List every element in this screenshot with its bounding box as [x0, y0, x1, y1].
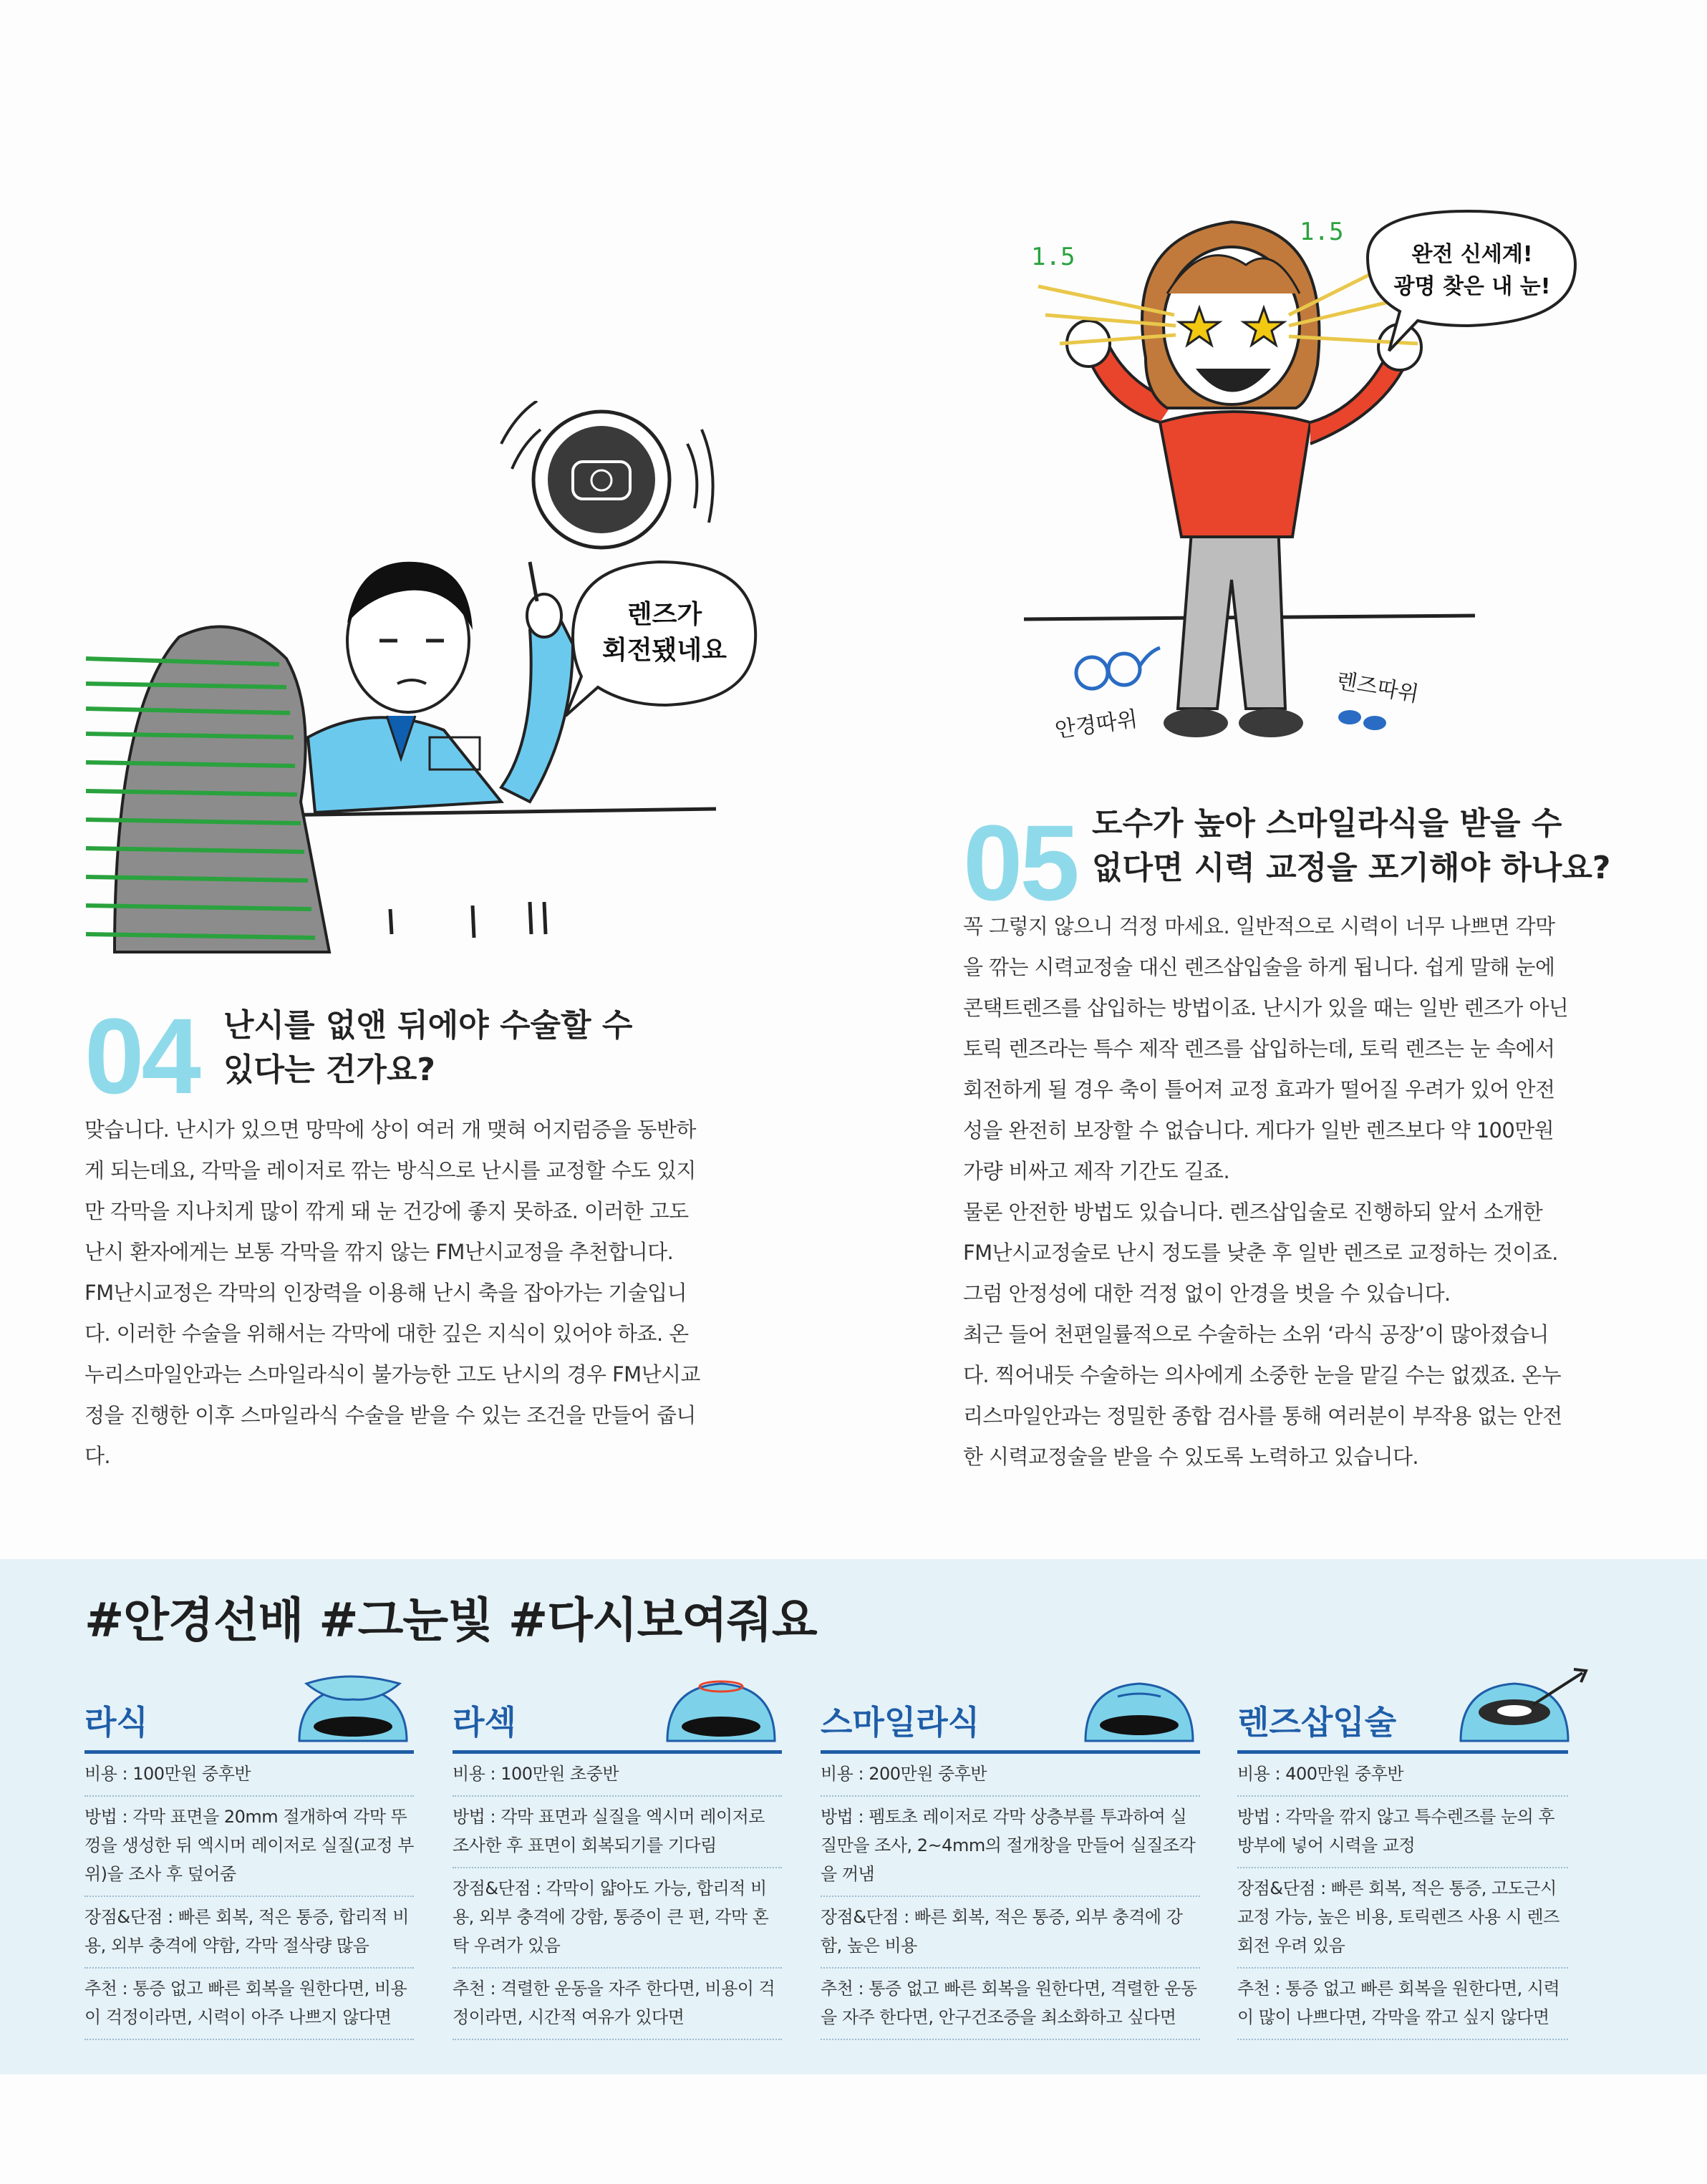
table-row: 방법 : 각막 표면과 실질을 엑시머 레이저로 조사한 후 표면이 회복되기를 기다림: [453, 1797, 782, 1868]
hashtag-heading: #안경선배 #그눈빛 #다시보여줘요: [84, 1593, 817, 1648]
doctor-illustration: [72, 401, 773, 959]
table-row: 추천 : 격렬한 운동을 자주 한다면, 비용이 걱정이라면, 시간적 여유가 있다면: [453, 1969, 782, 2040]
q04-body: [84, 1110, 700, 1477]
lens-insert-icon: [1446, 1662, 1590, 1751]
table-row: 추천 : 통증 없고 빠른 회복을 원한다면, 격렬한 운동을 자주 한다면, 안구건조증을 최소화하고 싶다면: [821, 1969, 1200, 2040]
q04-bubble-line1: 렌즈가: [627, 600, 702, 629]
column-title: 라섹: [453, 1703, 516, 1742]
q04-title: [223, 1004, 632, 1092]
summary-column-lasek: [453, 1668, 782, 2040]
table-row: 추천 : 통증 없고 빠른 회복을 원한다면, 비용이 걱정이라면, 시력이 아주 나쁘지 않다면: [84, 1969, 414, 2040]
q04-paragraph: 맞습니다. 난시가 있으면 망막에 상이 여러 개 맺혀 어지럼증을 동반하게 되는데요, 각막을 레이저로 깎는 방식으로 난시를 교정할 수도 있지만 각막을 지나치게 많이 깎게 돼 눈 건강에 좋지 못하죠. 이러한 고도 난시 환자에게는 보통 각막을 깎지 않는 FM난시교정을 추천합니다. FM난시교정은 각막의 인장력을 이용해 난시 축을 잡아가는 기술입니다. 이러한 수술을 위해서는 각막에 대한 깊은 지식이 있어야 하죠. 온누리스마일안과는 스마일라식이 불가능한 고도 난시의 경우 FM난시교정을 진행한 이후 스마일라식 수술을 받을 수 있는 조건을 만들어 줍니다.: [84, 1117, 700, 1468]
table-row: 장점&단점 : 빠른 회복, 적은 통증, 고도근시 교정 가능, 높은 비용, 토릭렌즈 사용 시 렌즈 회전 우려 있음: [1237, 1868, 1568, 1969]
q05-paragraph: 물론 안전한 방법도 있습니다. 렌즈삽입술로 진행하되 앞서 소개한 FM난시교정술로 난시 정도를 낮춘 후 일반 렌즈로 교정하는 것이죠. 그럼 안정성에 대한 걱정 없이 안경을 벗을 수 있습니다.: [963, 1200, 1558, 1306]
eye-incision-icon: [1078, 1669, 1200, 1751]
table-row: 비용 : 100만원 초중반: [453, 1754, 782, 1797]
column-title: 라식: [84, 1703, 148, 1742]
table-row: 방법 : 각막을 깎지 않고 특수렌즈를 눈의 후방부에 넣어 시력을 교정: [1237, 1797, 1568, 1868]
vision-right-label: 1.5: [1300, 218, 1344, 246]
q05-bubble-line1: 완전 신세계!: [1411, 242, 1533, 267]
q04-number: 04: [84, 996, 198, 1116]
q05-bubble-line2: 광명 찾은 내 눈!: [1393, 274, 1551, 299]
table-row: 비용 : 200만원 중후반: [821, 1754, 1200, 1797]
q05-paragraph: 최근 들어 천편일률적으로 수술하는 소위 ‘라식 공장’이 많아졌습니다. 찍어내듯 수술하는 의사에게 소중한 눈을 맡길 수는 없겠죠. 온누리스마일안과는 정밀한 종합 검사를 통해 여러분이 부작용 없는 안전한 시력교정술을 받을 수 있도록 노력하고 있습니다.: [963, 1322, 1562, 1469]
q04-bubble-line2: 회전됐네요: [602, 636, 727, 665]
q05-number: 05: [963, 802, 1077, 923]
summary-column-icl: [1237, 1668, 1568, 2040]
q05-paragraph: 꼭 그렇지 않으니 걱정 마세요. 일반적으로 시력이 너무 나쁘면 각막을 깎는 시력교정술 대신 렌즈삽입술을 하게 됩니다. 쉽게 말해 눈에 콘택트렌즈를 삽입하는 방법이죠. 난시가 있을 때는 일반 렌즈가 아닌 토릭 렌즈라는 특수 제작 렌즈를 삽입하는데, 토릭 렌즈는 눈 속에서 회전하게 될 경우 축이 틀어져 교정 효과가 떨어질 우려가 있어 안전성을 완전히 보장할 수 없습니다. 게다가 일반 렌즈보다 약 100만원 가량 비싸고 제작 기간도 길죠.: [963, 914, 1569, 1183]
table-row: 장점&단점 : 빠른 회복, 적은 통증, 합리적 비용, 외부 충격에 약함, 각막 절삭량 많음: [84, 1897, 414, 1969]
table-row: 방법 : 펨토초 레이저로 각막 상층부를 투과하여 실질만을 조사, 2~4mm의 절개창을 만들어 실질조각을 꺼냄: [821, 1797, 1200, 1897]
summary-column-smile: [821, 1668, 1200, 2040]
woman-illustration: [1017, 208, 1590, 766]
column-title: 렌즈삽입술: [1237, 1703, 1397, 1742]
q05-title-line1: 도수가 높아 스마일라식을 받을 수: [1092, 805, 1562, 842]
vision-left-label: 1.5: [1031, 243, 1075, 271]
column-title: 스마일라식: [821, 1703, 980, 1742]
table-row: 방법 : 각막 표면을 20mm 절개하여 각막 뚜껑을 생성한 뒤 엑시머 레이저로 실질(교정 부위)을 조사 후 덮어줌: [84, 1797, 414, 1897]
note-glasses: 안경따위: [1053, 707, 1139, 743]
q04-title-line2: 있다는 건가요?: [223, 1052, 435, 1088]
table-row: 추천 : 통증 없고 빠른 회복을 원한다면, 시력이 많이 나쁘다면, 각막을 깎고 싶지 않다면: [1237, 1969, 1568, 2040]
q05-title: [1092, 802, 1610, 890]
q05-body: [963, 906, 1572, 1477]
eye-surface-icon: [660, 1669, 782, 1751]
table-row: 장점&단점 : 각막이 얇아도 가능, 합리적 비용, 외부 충격에 강함, 통증이 큰 편, 각막 혼탁 우려가 있음: [453, 1868, 782, 1969]
note-lens: 렌즈따위: [1334, 668, 1421, 708]
table-row: 비용 : 400만원 중후반: [1237, 1754, 1568, 1797]
q05-title-line2: 없다면 시력 교정을 포기해야 하나요?: [1092, 850, 1611, 886]
table-row: 장점&단점 : 빠른 회복, 적은 통증, 외부 충격에 강함, 높은 비용: [821, 1897, 1200, 1969]
summary-column-lasik: [84, 1668, 414, 2040]
table-row: 비용 : 100만원 중후반: [84, 1754, 414, 1797]
eye-flap-icon: [292, 1669, 414, 1751]
q04-title-line1: 난시를 없앤 뒤에야 수술할 수: [223, 1007, 633, 1044]
